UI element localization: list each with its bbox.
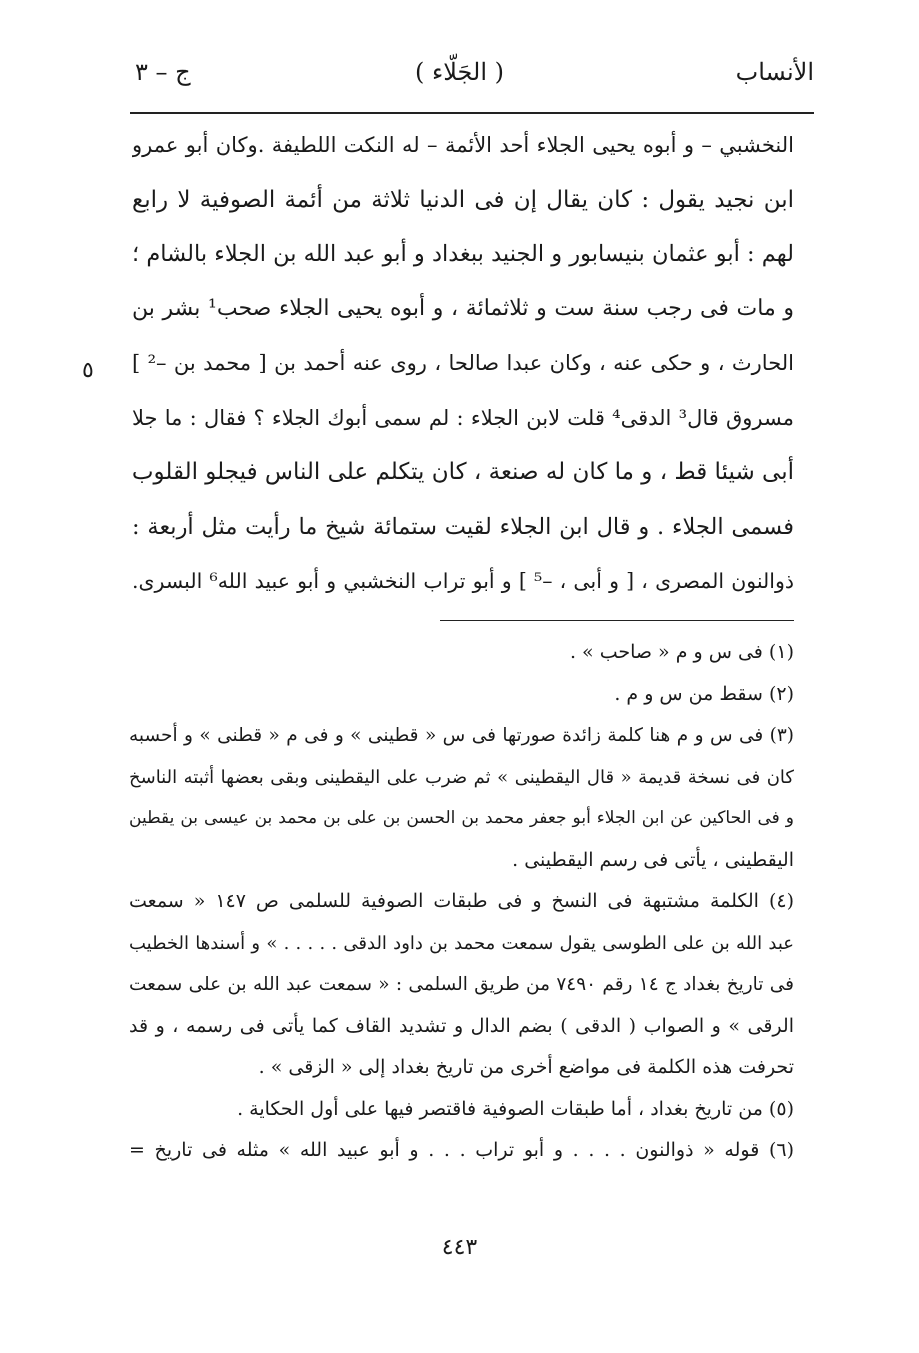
main-text [132,118,794,609]
footnote-line: فى تاريخ بغداد ج ١٤ رقم ٧٤٩٠ من طريق السلمى : « سمعت عبد الله بن على سمعت [129,974,794,995]
footnote-line: (٤) الكلمة مشتبهة فى النسخ و فى طبقات الصوفية للسلمى ص ١٤٧ « سمعت [129,890,794,912]
footnote-line: (١) فى س و م « صاحب » . [569,641,794,663]
footnote-line: (٢) سقط من س و م . [614,682,794,705]
footnote-line: عبد الله بن على الطوسى يقول سمعت محمد بن داود الدقى . . . . . » و أسندها الخطيب [129,932,794,954]
running-header-title: الأنساب [735,58,814,86]
text-line: و مات فى رجب سنة ست و ثلاثمائة ، و أبوه يحيى الجلاء صحب¹ بشر بن [132,295,794,321]
footnote-line: (٥) من تاريخ بغداد ، أما طبقات الصوفية فاقتصر فيها على أول الحكاية . [237,1097,794,1120]
footnotes [129,632,794,1172]
running-header-volume: ج – ٣ [135,58,191,86]
footnote-line: الرقى » و الصواب ( الدقى ) بضم الدال و تشديد القاف كما يأتى فى رسمه ، و قد [129,1014,794,1037]
text-line: ابن نجيد يقول : كان يقال إن فى الدنيا ثلاثة من أئمة الصوفية لا رابع [132,186,794,213]
text-line: أبى شيئا قط ، و ما كان له صنعة ، كان يتكلم على الناس فيجلو القلوب [132,459,794,485]
text-line: الحارث ، و حكى عنه ، وكان عبدا صالحا ، روى عنه أحمد بن [ محمد بن –² ] [132,351,794,375]
text-line: فسمى الجلاء . و قال ابن الجلاء لقيت ستمائة شيخ ما رأيت مثل أربعة : [132,513,794,540]
footnote-line: اليقطينى ، يأتى فى رسم اليقطينى . [512,848,794,871]
footnote-line: كان فى نسخة قديمة « قال اليقطينى » ثم ضرب على اليقطينى وبقى بعضها أثبته الناسخ [129,766,794,788]
header-rule [130,112,814,114]
page-number: ٤٤٣ [441,1235,478,1260]
margin-line-number: ٥ [82,358,94,383]
footnote-line: (٦) قوله « ذوالنون . . . . و أبو تراب . . . و أبو عبيد الله » مثله فى تاريخ = [129,1139,794,1161]
text-line: ذوالنون المصرى ، [ و أبى ، –⁵ ] و أبو تراب النخشبي و أبو عبيد الله⁶ البسرى. [132,569,794,593]
footnote-line: (٣) فى س و م هنا كلمة زائدة صورتها فى س « قطينى » و فى م « قطنى » و أحسبه [129,725,794,746]
text-line: النخشبي – و أبوه يحيى الجلاء أحد الأئمة – له النكت اللطيفة .وكان أبو عمرو [132,133,794,157]
running-header-section: ( الجَلّاء ) [414,58,505,86]
text-line: مسروق قال³ الدقى⁴ قلت لابن الجلاء : لم سمى أبوك الجلاء ؟ فقال : ما جلا [132,405,794,430]
footnote-rule [440,620,794,621]
footnote-line: و فى الحاكين عن ابن الجلاء أبو جعفر محمد بن الحسن بن على بن محمد بن عيسى بن يقطين [129,808,794,828]
footnote-line: تحرفت هذه الكلمة فى مواضع أخرى من تاريخ بغداد إلى « الزقى » . [258,1056,794,1078]
text-line: لهم : أبو عثمان بنيسابور و الجنيد ببغداد و أبو عبد الله بن الجلاء بالشام ؛ [132,241,794,267]
